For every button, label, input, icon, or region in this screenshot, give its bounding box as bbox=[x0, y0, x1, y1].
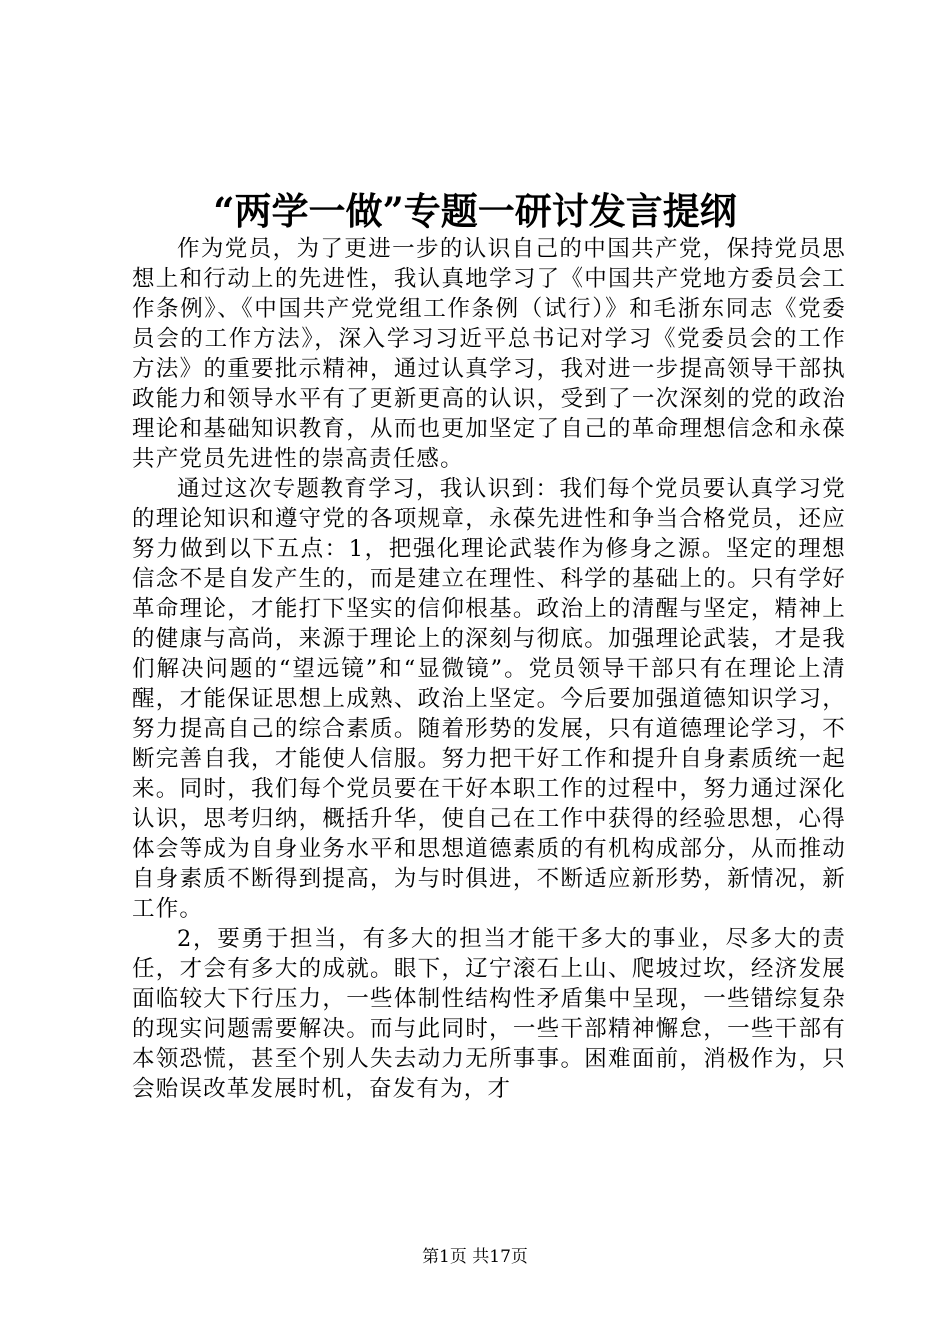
paragraph-3: 2，要勇于担当，有多大的担当才能干多大的事业，尽多大的责任，才会有多大的成就。眼下，辽宁滚石上山、爬坡过坎，经济发展面临较大下行压力，一些体制性结构性矛盾集中呈现，一些错综复杂的现实问题需要解决。而与此同时，一些干部精神懈怠，一些干部有本领恐慌，甚至个别人失去动力无所事事。困难面前，消极作为，只会贻误改革发展时机，奋发有为，才 bbox=[132, 926, 846, 1102]
paragraph-1: 作为党员，为了更进一步的认识自己的中国共产党，保持党员思想上和行动上的先进性，我认真地学习了《中国共产党地方委员会工作条例》、《中国共产党党组工作条例（试行）》和毛浙东同志《党委员会的工作方法》，深入学习习近平总书记对学习《党委员会的工作方法》的重要批示精神，通过认真学习，我对进一步提高领导干部执政能力和领导水平有了更新更高的认识，受到了一次深刻的党的政治理论和基础知识教育，从而也更加坚定了自己的革命理想信念和永葆共产党员先进性的崇高责任感。 bbox=[132, 236, 846, 472]
page-number-label: 第1页 共17页 bbox=[422, 1247, 528, 1267]
document-body bbox=[132, 234, 846, 1104]
paragraph-2: 通过这次专题教育学习，我认识到：我们每个党员要认真学习党的理论知识和遵守党的各项规章，永葆先进性和争当合格党员，还应努力做到以下五点：1，把强化理论武装作为修身之源。坚定的理想信念不是自发产生的，而是建立在理性、科学的基础上的。只有学好革命理论，才能打下坚实的信仰根基。政治上的清醒与坚定，精神上的健康与高尚，来源于理论上的深刻与彻底。加强理论武装，才是我们解决问题的“望远镜”和“显微镜”。党员领导干部只有在理论上清醒，才能保证思想上成熟、政治上坚定。今后要加强道德知识学习，努力提高自己的综合素质。随着形势的发展，只有道德理论学习，不断完善自我，才能使人信服。努力把干好工作和提升自身素质统一起来。同时，我们每个党员要在干好本职工作的过程中，努力通过深化认识，思考归纳，概括升华，使自己在工作中获得的经验思想，心得体会等成为自身业务水平和思想道德素质的有机构成部分，从而推动自身素质不断得到提高，为与时俱进，不断适应新形势，新情况，新工作。 bbox=[132, 476, 846, 922]
document-title: “两学一做”专题一研讨发言提纲 bbox=[213, 189, 737, 233]
page-footer bbox=[0, 1245, 950, 1269]
